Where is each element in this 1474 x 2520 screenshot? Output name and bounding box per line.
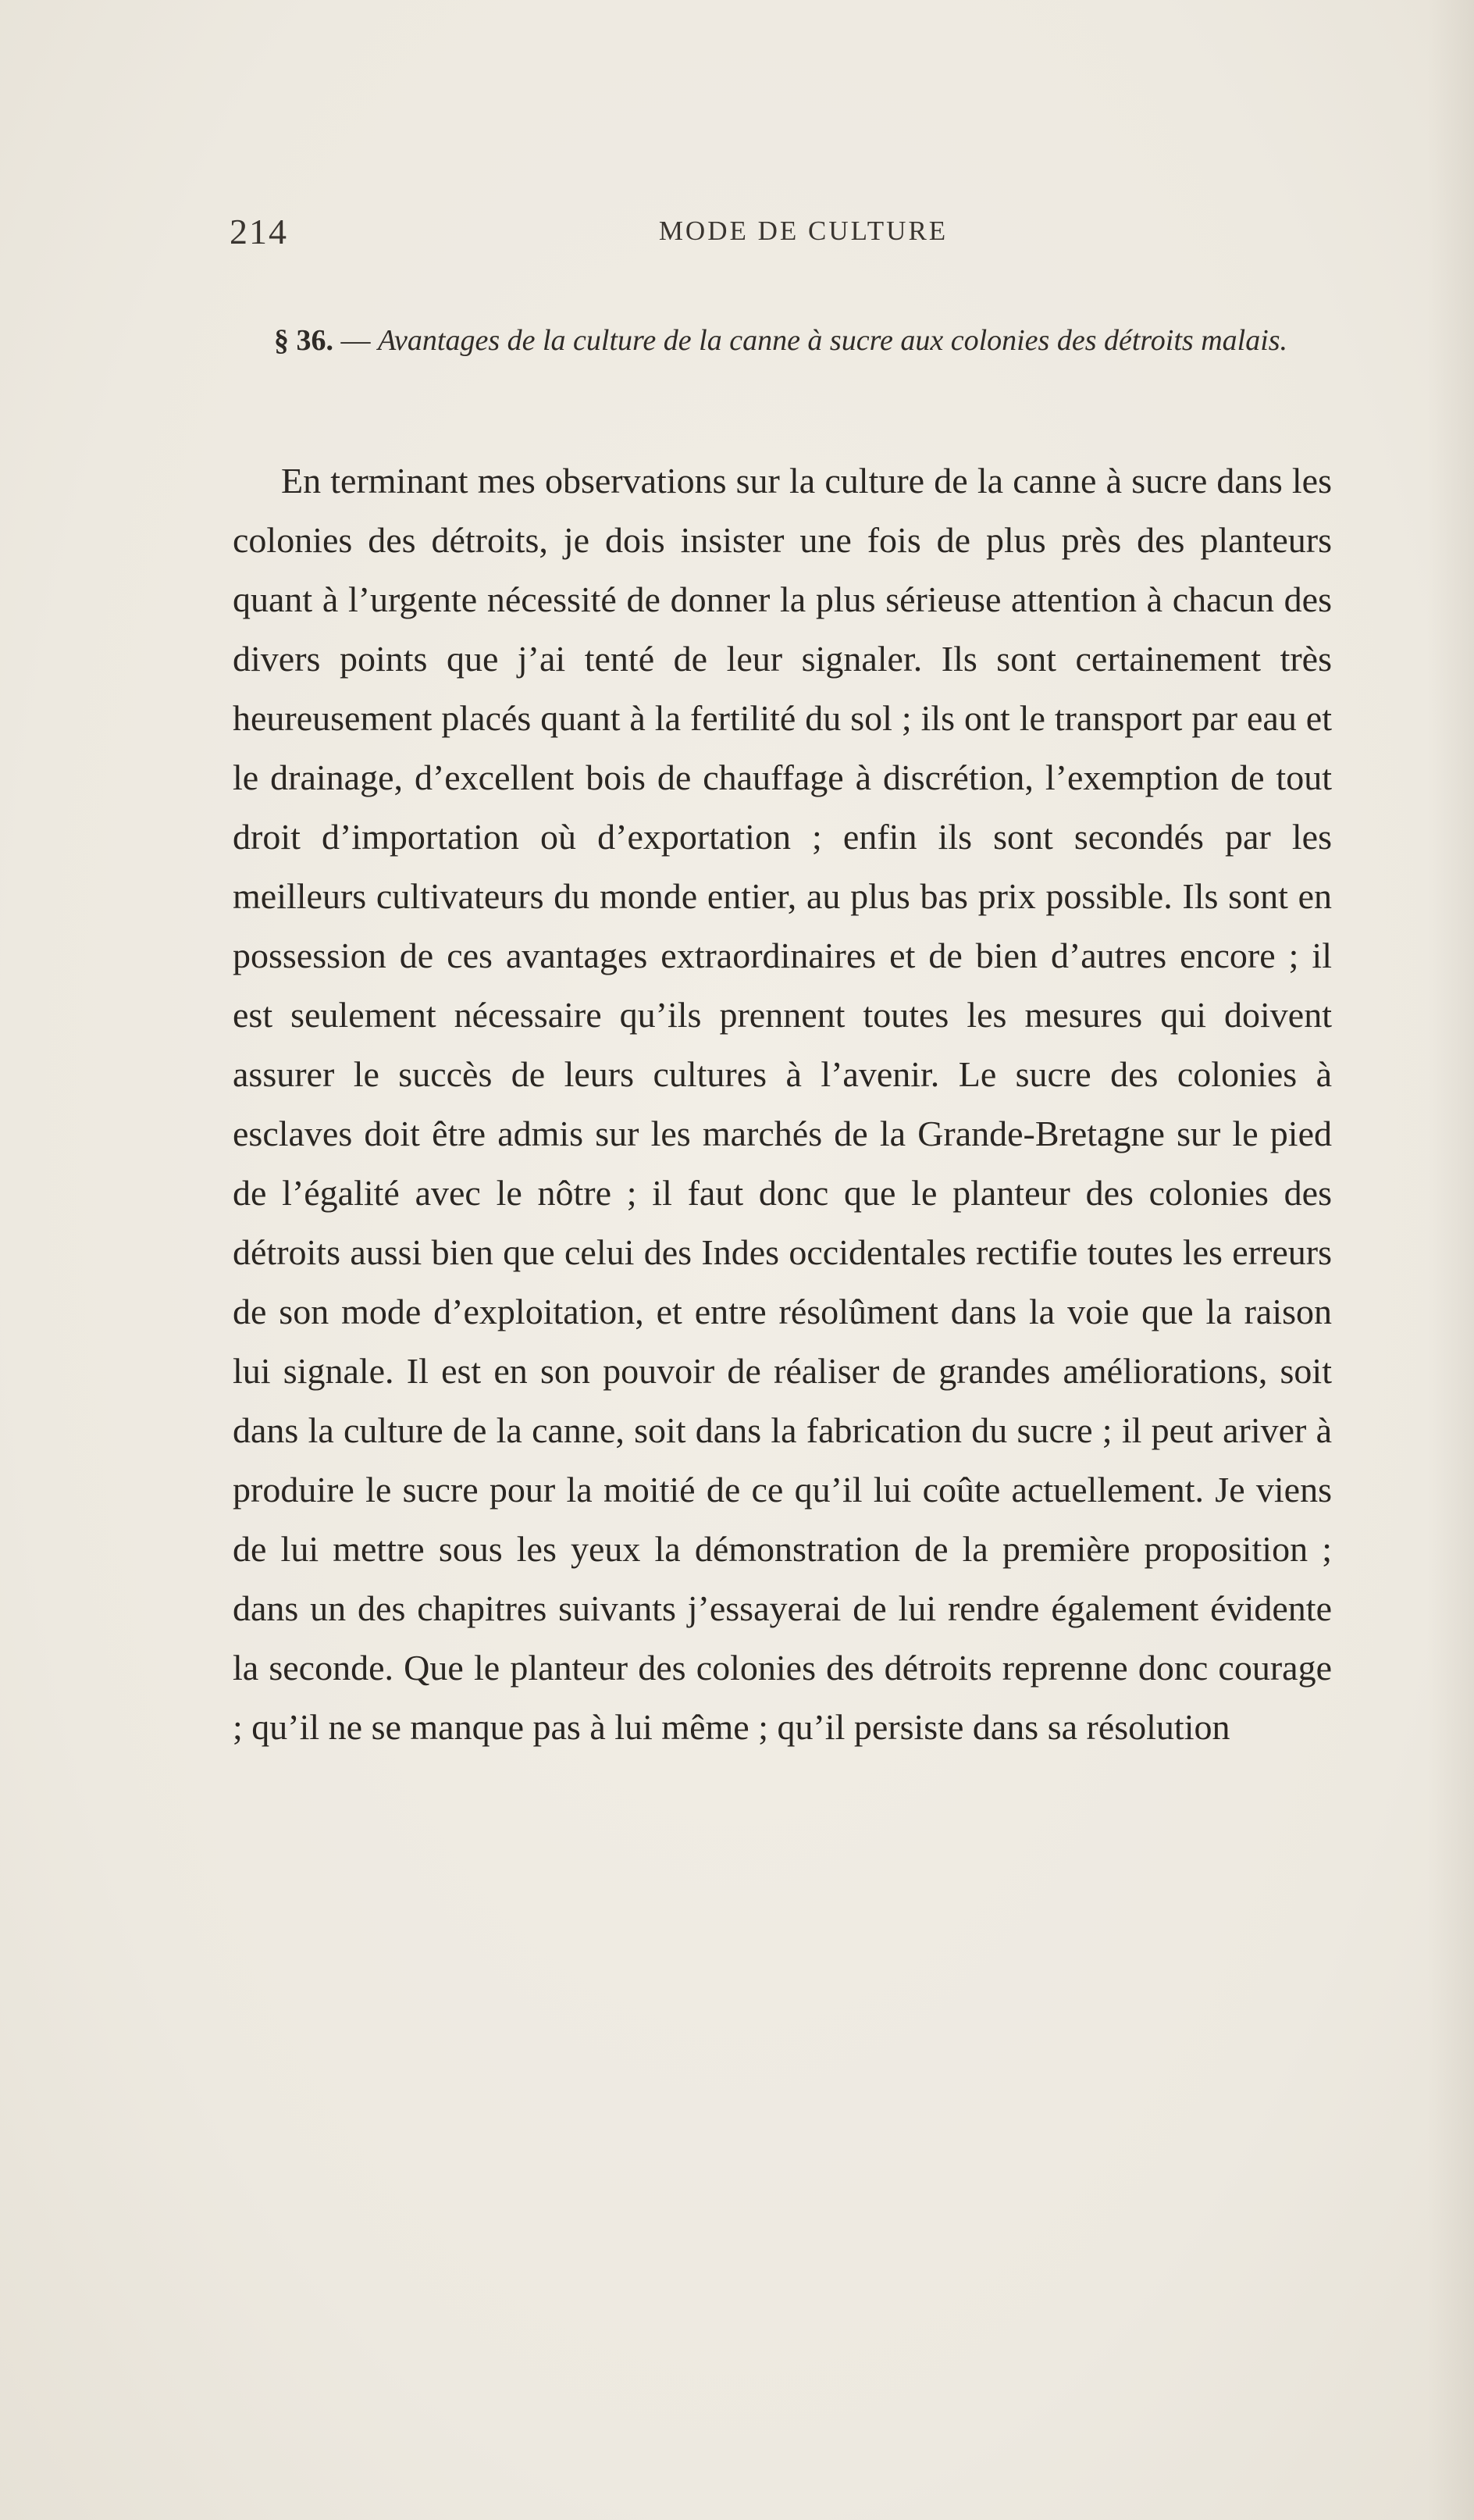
running-title: MODE DE CULTURE <box>658 216 949 246</box>
running-head <box>230 211 1330 258</box>
section-number: § 36. <box>273 324 333 357</box>
section-heading <box>230 316 1332 365</box>
body-text <box>233 451 1332 1757</box>
paragraph: En terminant mes observations sur la culture de la canne à sucre dans les colonies des détroits, je dois insister une fois de plus près des planteurs quant à l’urgente nécessité de donner la plus sérieuse attention à chacun des divers points que j’ai tenté de leur signaler. Ils sont certainement très heureusement placés quant à la fertilité du sol ; ils ont le transport par eau et le drainage, d’excellent bois de chauffage à discrétion, l’exemption de tout droit d’importation où d’exportation ; enfin ils sont secondés par les meilleurs cultivateurs du monde entier, au plus bas prix possible. Ils sont en possession de ces avantages extraordinaires et de bien d’autres encore ; il est seulement nécessaire qu’ils prennent toutes les mesures qui doivent assurer le succès de leurs cultures à l’avenir. Le sucre des colonies à esclaves doit être admis sur les marchés de la Grande-Bretagne sur le pied de l’égalité avec le nôtre ; il faut donc que le planteur des colonies des détroits aussi bien que celui des Indes occidentales rectifie toutes les erreurs de son mode d’exploitation, et entre résolûment dans la voie que la raison lui signale. Il est en son pouvoir de réaliser de grandes améliorations, soit dans la culture de la canne, soit dans la fabrication du sucre ; il peut ariver à produire le sucre pour la moitié de ce qu’il lui coûte actuellement. Je viens de lui mettre sous les yeux la démonstration de la première proposition ; dans un des chapitres suivants j’essayerai de lui rendre également évidente la seconde. Que le planteur des colonies des détroits reprenne donc courage ; qu’il ne se manque pas à lui même ; qu’il persiste dans sa résolution <box>233 461 1332 1747</box>
section-dash: — <box>340 324 371 357</box>
page-number: 214 <box>230 212 288 251</box>
section-title: Avantages de la culture de la canne à sucre aux colonies des détroits malais. <box>377 324 1288 357</box>
page-edge-shadow <box>1427 0 1474 2520</box>
